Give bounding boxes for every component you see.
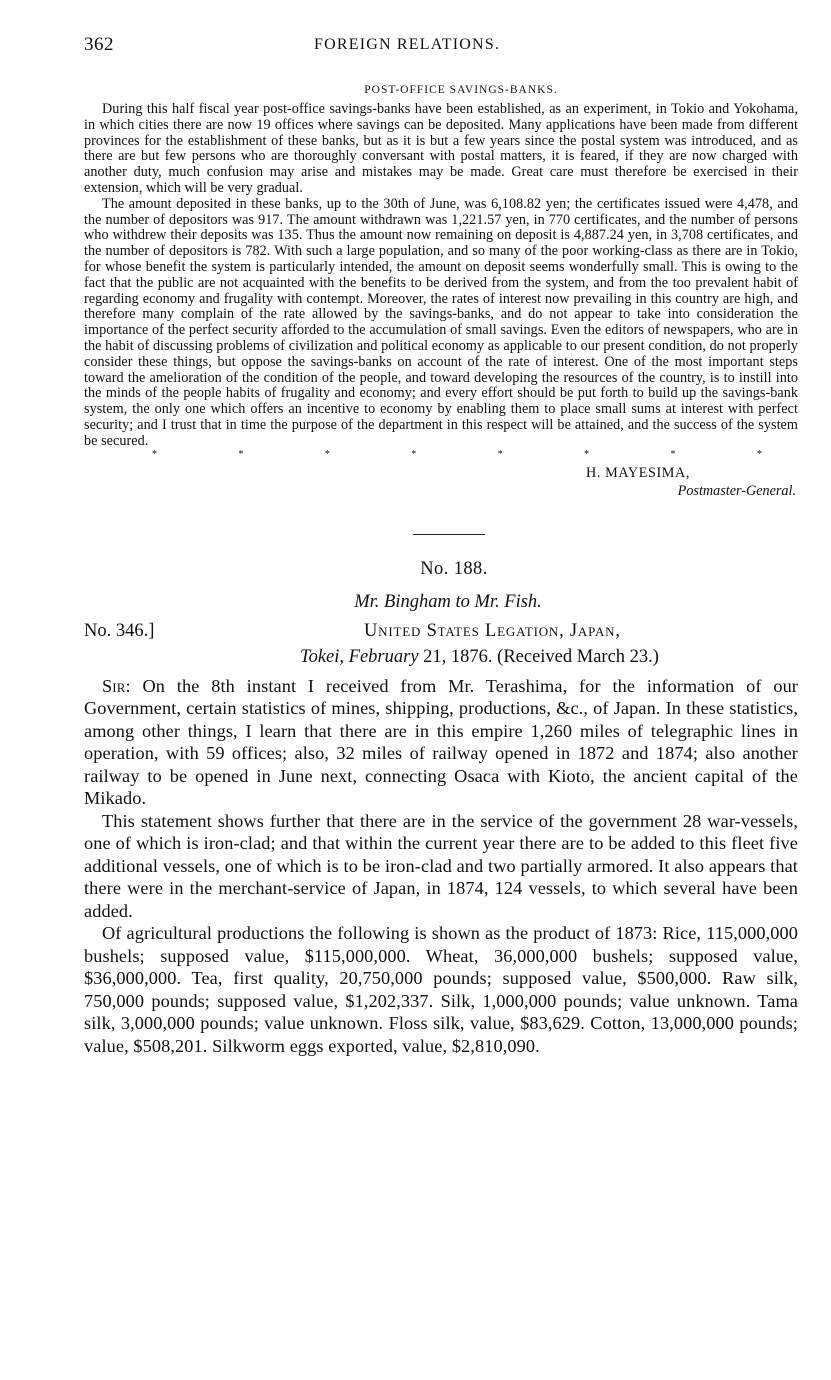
dateline-rest: 21, 1876. (Received March 23.)	[423, 646, 659, 667]
savings-report-body	[84, 102, 798, 450]
star-mark: *	[497, 448, 503, 460]
document-number: No. 188.	[420, 558, 488, 579]
dispatch-body	[84, 675, 798, 1058]
dispatch-line	[84, 621, 798, 645]
star-mark: *	[756, 448, 762, 460]
dispatch-number: No. 346.]	[84, 620, 155, 641]
signatory-title: Postmaster-General.	[677, 482, 796, 499]
star-mark: *	[238, 448, 244, 460]
signatory-name: H. MAYESIMA,	[585, 464, 690, 481]
dateline-place: Tokei,	[300, 646, 345, 667]
running-head	[84, 34, 798, 62]
signature-block	[84, 464, 798, 500]
dispatch-paragraph-2: This statement shows further that there are in the service of the government 28 war-vessels, one of which is iron-clad; and that within the current year there are to be added to this fleet five additional vessels, one of which is to be iron-clad and two partially armored. It also appears that there were in the merchant-service of Japan, in 1874, 124 vessels, to which several have been added.	[84, 810, 798, 921]
report-paragraph-1: During this half fiscal year post-office savings-banks have been established, as an experiment, in Tokio and Yokohama, in which cities there are now 19 offices where savings can be deposited. Many applications have been made from different provinces for the establishment of these banks, but as it is but a few years since the postal system was introduced, and as there are but few persons who are thoroughly conversant with postal matters, it is feared, if they are now charged with another duty, much confusion may arise and mistakes may be made. Great care must therefore be exercised in their extension, which will be very gradual.	[84, 101, 798, 196]
document-heading: Mr. Bingham to Mr. Fish.	[354, 591, 542, 612]
dateline-month: February	[348, 646, 419, 667]
section-title: POST-OFFICE SAVINGS-BANKS.	[364, 84, 558, 96]
star-mark: *	[411, 448, 417, 460]
dispatch-paragraph-1-text: On the 8th instant I received from Mr. Terashima, for the information of our Government, certain statistics of mines, shipping, productions, &c., of Japan. In these statistics, among other things, I learn that there are in this empire 1,260 miles of telegraphic lines in operation, with 59 offices; also, 32 miles of railway opened in 1872 and 1874; also another railway to be opened in June next, connecting Osaca with Kioto, the ancient capital of the Mikado.	[84, 675, 798, 809]
legation-name: United States Legation, Japan,	[364, 620, 621, 641]
running-title: FOREIGN RELATIONS.	[314, 36, 501, 53]
star-mark: *	[670, 448, 676, 460]
salutation: Sir:	[102, 675, 131, 696]
page-number: 362	[84, 34, 114, 55]
dispatch-paragraph-3: Of agricultural productions the following is shown as the product of 1873: Rice, 115,000,000 bushels; supposed value, $115,000,000. Wheat, 36,000,000 bushels; supposed value, $36,000,000. Tea, first quality, 20,750,000 pounds; supposed value, $500,000. Raw silk, 750,000 pounds; supposed value, $1,202,337. Silk, 1,000,000 pounds; value unknown. Tama silk, 3,000,000 pounds; value unknown. Floss silk, value, $83,629. Cotton, 13,000,000 pounds; value, $508,201. Silkworm eggs exported, value, $2,810,090.	[84, 923, 798, 1056]
star-mark: *	[584, 448, 590, 460]
report-paragraph-2: The amount deposited in these banks, up to the 30th of June, was 6,108.82 yen; the certificates issued were 4,478, and the number of depositors was 917. The amount withdrawn was 1,221.57 yen, in 770 certificates, and the number of persons who withdrew their deposits was 135. Thus the amount now remaining on deposit is 4,887.24 yen, in 3,708 certificates, and the number of depositors is 782. With such a large population, and so many of the poor working-class as there are in Tokio, for whose benefit the system is particularly intended, the amount on deposit seems wonderfully small. This is owing to the fact that the public are not acquainted with the benefits to be derived from the system, and from the too prevalent habit of regarding economy and frugality with contempt. Moreover, the rates of interest now prevailing in this country are high, and therefore many complain of the rate allowed by the savings-banks, and do not appear to take into consideration the importance of the perfect security afforded to the accumulation of small savings. Even the editors of newspapers, who are in the habit of discussing problems of civilization and political economy as applicable to our present condition, do not properly consider these things, but oppose the savings-banks on account of the rate of interest. One of the most important steps toward the amelioration of the condition of the people, and toward developing the resources of the country, is to instill into the minds of the people habits of frugality and economy; and every effort should be put forth to build up the savings-bank system, the only one which offers an incentive to economy by enabling them to place small sums at interest with perfect security; and I trust that in time the purpose of the department in this respect will be attained, and the success of the system be secured.	[84, 195, 798, 449]
document-page	[84, 34, 798, 1057]
dateline	[300, 645, 798, 669]
star-mark: *	[324, 448, 330, 460]
dispatch-paragraph-1	[84, 675, 798, 810]
section-divider	[413, 534, 485, 535]
ellipsis-stars	[152, 450, 762, 462]
star-mark: *	[152, 448, 157, 460]
